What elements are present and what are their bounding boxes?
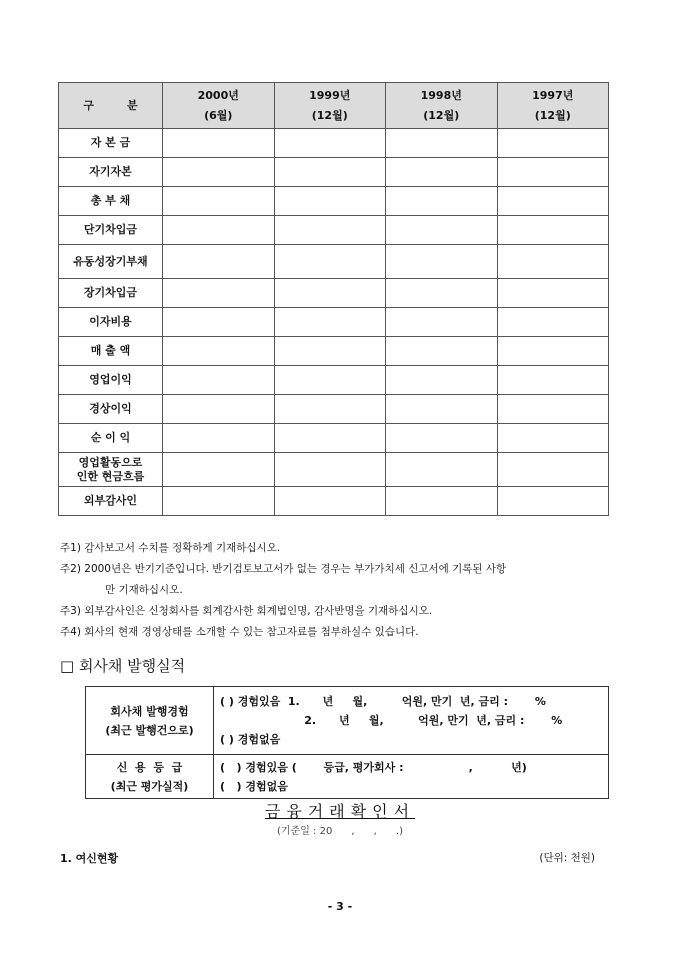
value-cell[interactable] <box>163 337 275 366</box>
row-label: 매 출 액 <box>59 337 163 366</box>
value-cell[interactable] <box>497 129 609 158</box>
table-row <box>59 216 609 245</box>
table-row <box>59 129 609 158</box>
row-label: 경상이익 <box>59 395 163 424</box>
value-cell[interactable] <box>163 308 275 337</box>
table-row <box>59 424 609 453</box>
table-row <box>59 158 609 187</box>
note-1: 주1) 감사보고서 수치를 정확하게 기재하십시오. <box>60 542 281 554</box>
rating-line-1: ( ) 경험있음 ( 등급, 평가회사 : , 년) <box>220 760 527 774</box>
row-label: 영업활동으로 인한 현금흐름 <box>59 453 163 487</box>
value-cell[interactable] <box>163 187 275 216</box>
value-cell[interactable] <box>497 187 609 216</box>
value-cell[interactable] <box>274 129 386 158</box>
row-label: 영업이익 <box>59 366 163 395</box>
value-cell[interactable] <box>386 395 498 424</box>
value-cell[interactable] <box>386 216 498 245</box>
table-row <box>59 187 609 216</box>
value-cell[interactable] <box>274 395 386 424</box>
page-number: - 3 - <box>327 900 353 913</box>
confirm-title <box>0 799 680 822</box>
value-cell[interactable] <box>274 424 386 453</box>
value-cell[interactable] <box>497 424 609 453</box>
row-label: 순 이 익 <box>59 424 163 453</box>
table-row <box>59 337 609 366</box>
row-label: 이자비용 <box>59 308 163 337</box>
value-cell[interactable] <box>497 158 609 187</box>
value-cell[interactable] <box>386 308 498 337</box>
value-cell[interactable] <box>163 424 275 453</box>
row-label: 유동성장기부채 <box>59 245 163 279</box>
value-cell[interactable] <box>274 216 386 245</box>
value-cell[interactable] <box>386 245 498 279</box>
bond-section-title: □ 회사채 발행실적 <box>60 657 186 675</box>
value-cell[interactable] <box>386 424 498 453</box>
value-cell[interactable] <box>386 279 498 308</box>
table-row <box>59 366 609 395</box>
value-cell[interactable] <box>497 453 609 487</box>
value-cell[interactable] <box>497 487 609 516</box>
bond-issuance-table <box>85 686 609 799</box>
note-3: 주3) 외부감사인은 신청회사를 회계감사한 회계법인명, 감사반명을 기재하십시오. <box>60 605 433 617</box>
confirm-date: (기준일 : 20 , , .) <box>277 826 403 837</box>
value-cell[interactable] <box>386 129 498 158</box>
column-header: 1997년 (12월) <box>497 83 609 129</box>
value-cell[interactable] <box>274 187 386 216</box>
bond-line-3: ( ) 경험없음 <box>220 733 281 746</box>
value-cell[interactable] <box>274 453 386 487</box>
bond-line-1: ( ) 경험있음 1. 년 월, 억원, 만기 년, 금리 : % <box>220 695 546 708</box>
category-header: 구 분 <box>59 83 163 129</box>
notes <box>60 538 630 643</box>
confirm-title-text: 금융거래확인서 <box>264 802 416 821</box>
row-label: 단기차입금 <box>59 216 163 245</box>
value-cell[interactable] <box>497 279 609 308</box>
unit-label: (단위: 천원) <box>539 852 595 864</box>
value-cell[interactable] <box>163 129 275 158</box>
table-row <box>59 308 609 337</box>
value-cell[interactable] <box>274 337 386 366</box>
value-cell[interactable] <box>274 279 386 308</box>
value-cell[interactable] <box>386 366 498 395</box>
value-cell[interactable] <box>163 245 275 279</box>
value-cell[interactable] <box>497 366 609 395</box>
column-header: 1998년 (12월) <box>386 83 498 129</box>
table-row <box>59 453 609 487</box>
financial-summary-table <box>58 82 609 516</box>
row-label: 자기자본 <box>59 158 163 187</box>
table-row <box>59 245 609 279</box>
bond-experience-label: 회사채 발행경험 (최근 발행건으로) <box>86 687 214 755</box>
value-cell[interactable] <box>274 158 386 187</box>
value-cell[interactable] <box>163 487 275 516</box>
bond-line-2: 2. 년 월, 억원, 만기 년, 금리 : % <box>220 714 563 727</box>
value-cell[interactable] <box>386 487 498 516</box>
value-cell[interactable] <box>274 245 386 279</box>
column-header: 1999년 (12월) <box>274 83 386 129</box>
note-4: 주4) 회사의 현재 경영상태를 소개할 수 있는 참고자료를 첨부하실수 있습니다. <box>60 626 419 638</box>
note-2-cont: 만 기재하십시오. <box>105 584 183 596</box>
row-label: 장기차입금 <box>59 279 163 308</box>
value-cell[interactable] <box>163 216 275 245</box>
value-cell[interactable] <box>497 216 609 245</box>
rating-line-2: ( ) 경험없음 <box>220 779 288 793</box>
value-cell[interactable] <box>386 453 498 487</box>
value-cell[interactable] <box>163 158 275 187</box>
column-header: 2000년 (6월) <box>163 83 275 129</box>
value-cell[interactable] <box>274 308 386 337</box>
row-label: 외부감사인 <box>59 487 163 516</box>
value-cell[interactable] <box>386 158 498 187</box>
value-cell[interactable] <box>163 366 275 395</box>
table-row <box>59 395 609 424</box>
note-2: 주2) 2000년은 반기기준입니다. 반기검토보고서가 없는 경우는 부가가치세 신고서에 기록된 사항 <box>60 563 507 575</box>
value-cell[interactable] <box>274 487 386 516</box>
value-cell[interactable] <box>274 366 386 395</box>
table-row <box>59 279 609 308</box>
table-row <box>59 487 609 516</box>
row-label: 자 본 금 <box>59 129 163 158</box>
value-cell[interactable] <box>386 187 498 216</box>
value-cell[interactable] <box>163 279 275 308</box>
credit-rating-cell <box>214 755 609 799</box>
value-cell[interactable] <box>497 337 609 366</box>
value-cell[interactable] <box>386 337 498 366</box>
value-cell[interactable] <box>497 395 609 424</box>
value-cell[interactable] <box>497 245 609 279</box>
value-cell[interactable] <box>163 395 275 424</box>
bond-experience-cell <box>214 687 609 755</box>
value-cell[interactable] <box>163 453 275 487</box>
value-cell[interactable] <box>497 308 609 337</box>
credit-rating-label: 신 용 등 급 (최근 평가실적) <box>86 755 214 799</box>
section-1-heading: 1. 여신현황 <box>60 852 119 865</box>
row-label: 총 부 채 <box>59 187 163 216</box>
